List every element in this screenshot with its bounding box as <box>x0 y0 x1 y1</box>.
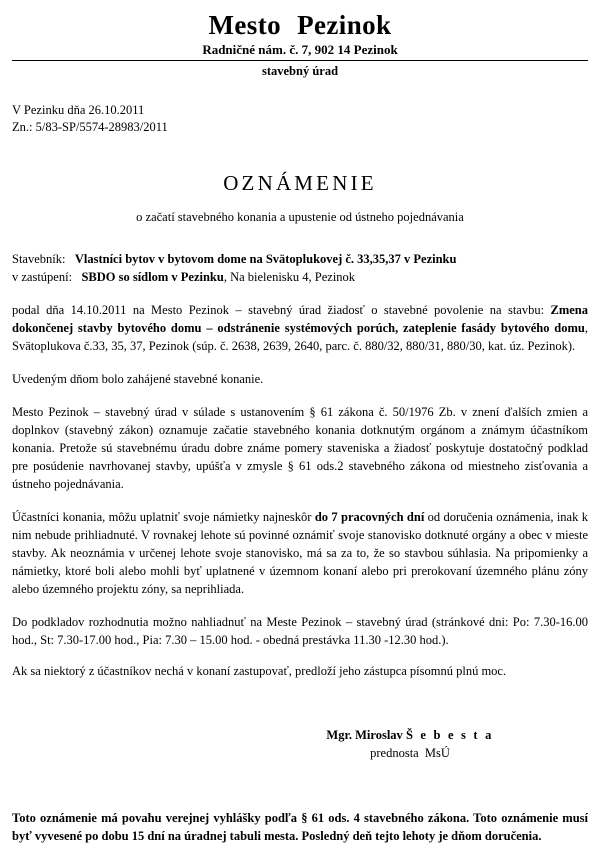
paragraph-representation: Ak sa niektorý z účastníkov nechá v konaní zastupovať, predloží jeho zástupca písomnú plnú moc. <box>12 664 507 679</box>
paragraph-office-hours: Do podkladov rozhodnutia možno nahliadnuť na Meste Pezinok – stavebný úrad (stránkové dni: Po: 7.30-16.00 hod., St: 7.30-17.00 hod., Pia: 7.30 – 15.00 hod. - obedná prestávka 11.30 -12.30 hod.). <box>12 615 588 648</box>
page-subtitle: o začatí stavebného konania a upustenie od ústneho pojednávania <box>136 210 464 225</box>
builder-line <box>12 250 588 268</box>
application-subject: Zmena dokončenej stavby bytového domu – odstránenie systémových porúch, zateplenie fasády bytového domu <box>12 303 588 336</box>
objections-lead: Účastníci konania, môžu uplatniť svoje námietky najneskôr <box>12 510 315 525</box>
place-and-date: V Pezinku dňa 26.10.2011 <box>12 102 145 117</box>
signatory-surname: Š e b e s t a <box>405 728 494 743</box>
application-details: , Svätoplukova č.33, 35, 37, Pezinok (súp. č. 2638, 2639, 2640, parc. č. 880/32, 880/31, 880/30, kat. úz. Pezinok). <box>12 321 588 354</box>
signature-block <box>12 727 588 763</box>
document-page <box>0 11 600 861</box>
representative-name: SBDO so sídlom v Pezinku <box>81 270 224 285</box>
page-title: OZNÁMENIE <box>223 171 377 196</box>
department-name: stavebný úrad <box>261 63 339 78</box>
application-lead: podal dňa 14.10.2011 na Mesto Pezinok – stavebný úrad žiadosť o stavebné povolenie na stavbu: <box>12 303 551 318</box>
file-number: Zn.: 5/83-SP/5574-28983/2011 <box>12 120 168 135</box>
header-divider <box>12 60 588 61</box>
paragraph-objections <box>12 508 588 598</box>
objections-tail: od doručenia oznámenia, inak k nim nebude prihliadnuté. V rovnakej lehote sú povinné oznámiť svoje stanovisko dotknuté orgány a obec v mieste stavby. Ak neoznámia v určenej lehote svoje stanovisko, má sa za to, že so stavbou súhlasia. Na pripomienky a námietky, ktoré boli alebo mohli byť uplatnené v územnom konaní alebo pri prerokovaní územného plánu zóny alebo územného projektu zóny, sa neprihliada. <box>12 510 588 597</box>
paragraph-legal-basis: Mesto Pezinok – stavebný úrad v súlade s ustanovením § 61 zákona č. 50/1976 Zb. v znení ďalších zmien a doplnkov (stavebný zákon) oznamuje začatie stavebného konania dotknutým orgánom a známym účastníkom konania. Pretože sú stavebnému úradu dobre známe pomery staveniska a žiadosť poskytuje dostatočný podklad pre posúdenie navrhovanej stavby, upúšťa v zmysle § 61 ods.2 stavebného zákona od miestneho zisťovania a ústneho pojednávania. <box>12 405 588 492</box>
signatory-role: prednosta MsÚ <box>370 746 450 761</box>
reference-block <box>12 102 588 138</box>
organization-address: Radničné nám. č. 7, 902 14 Pezinok <box>202 42 398 58</box>
objections-deadline: do 7 pracovných dní <box>314 510 425 525</box>
organization-title: Mesto Pezinok <box>208 10 392 40</box>
signatory-name <box>232 727 588 745</box>
representative-address: , Na bielenisku 4, Pezinok <box>223 270 356 285</box>
paragraph-proceeding-started: Uvedeným dňom bolo zahájené stavebné konanie. <box>12 372 264 387</box>
paragraph-application <box>12 301 588 355</box>
applicant-block <box>12 250 588 286</box>
signatory-title: Mgr. Miroslav <box>326 728 406 743</box>
builder-value: Vlastníci bytov v bytovom dome na Svätoplukovej č. 33,35,37 v Pezinku <box>74 252 457 267</box>
builder-label: Stavebník: <box>12 252 66 267</box>
letterhead <box>12 11 588 79</box>
representative-line <box>12 268 588 286</box>
representative-label: v zastúpení: <box>12 270 73 285</box>
public-notice: Toto oznámenie má povahu verejnej vyhlášky podľa § 61 ods. 4 stavebného zákona. Toto oznámenie musí byť vyvesené po dobu 15 dní na úradnej tabuli mesta. Posledný deň tejto lehoty je dňom doručenia. <box>12 810 588 843</box>
